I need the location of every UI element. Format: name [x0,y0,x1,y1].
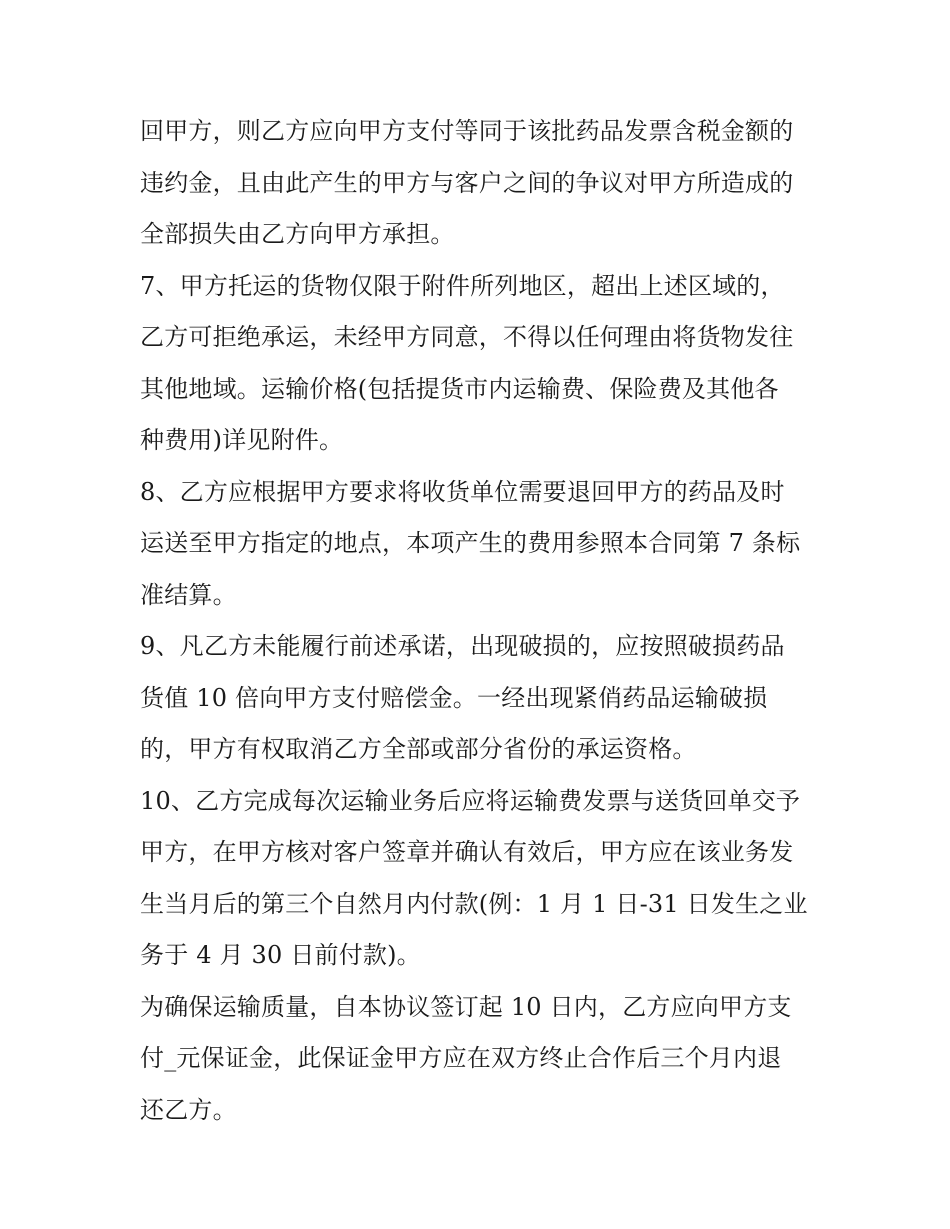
text-line: 甲方，在甲方核对客户签章并确认有效后，甲方应在该业务发 [140,838,794,866]
document-body [140,106,820,1136]
text-line: 付_元保证金，此保证金甲方应在双方终止合作后三个月内退 [140,1044,782,1072]
text-line: 种费用)详见附件。 [140,426,344,454]
text-line: 运送至甲方指定的地点，本项产生的费用参照本合同第 7 条标 [140,529,801,557]
text-line: 其他地域。运输价格(包括提货市内运输费、保险费及其他各 [140,374,779,403]
deposit-clause-line: 为确保运输质量，自本协议签订起 10 日内，乙方应向甲方支 [140,992,792,1021]
text-line: 乙方可拒绝承运，未经甲方同意，不得以任何理由将货物发往 [140,323,794,351]
text-line: 回甲方，则乙方应向甲方支付等同于该批药品发票含税金额的 [140,117,794,145]
text-line: 准结算。 [140,580,237,609]
text-line: 全部损失由乙方向甲方承担。 [140,220,455,248]
clause-7-line: 7、甲方托运的货物仅限于附件所列地区，超出上述区域的， [140,271,785,300]
text-line: 务于 4 月 30 日前付款)。 [140,941,421,969]
clause-8-line: 8、乙方应根据甲方要求将收货单位需要退回甲方的药品及时 [140,477,785,506]
text-line: 生当月后的第三个自然月内付款(例：1 月 1 日-31 日发生之业 [140,889,808,918]
text-line: 违约金，且由此产生的甲方与客户之间的争议对甲方所造成的 [140,168,794,197]
text-line: 的，甲方有权取消乙方全部或部分省份的承运资格。 [140,735,697,763]
text-line: 还乙方。 [140,1095,237,1124]
clause-9-line: 9、凡乙方未能履行前述承诺，出现破损的，应按照破损药品 [140,632,785,660]
text-line: 货值 10 倍向甲方支付赔偿金。一经出现紧俏药品运输破损 [140,683,768,712]
clause-10-line: 10、乙方完成每次运输业务后应将运输费发票与送货回单交予 [140,786,801,815]
